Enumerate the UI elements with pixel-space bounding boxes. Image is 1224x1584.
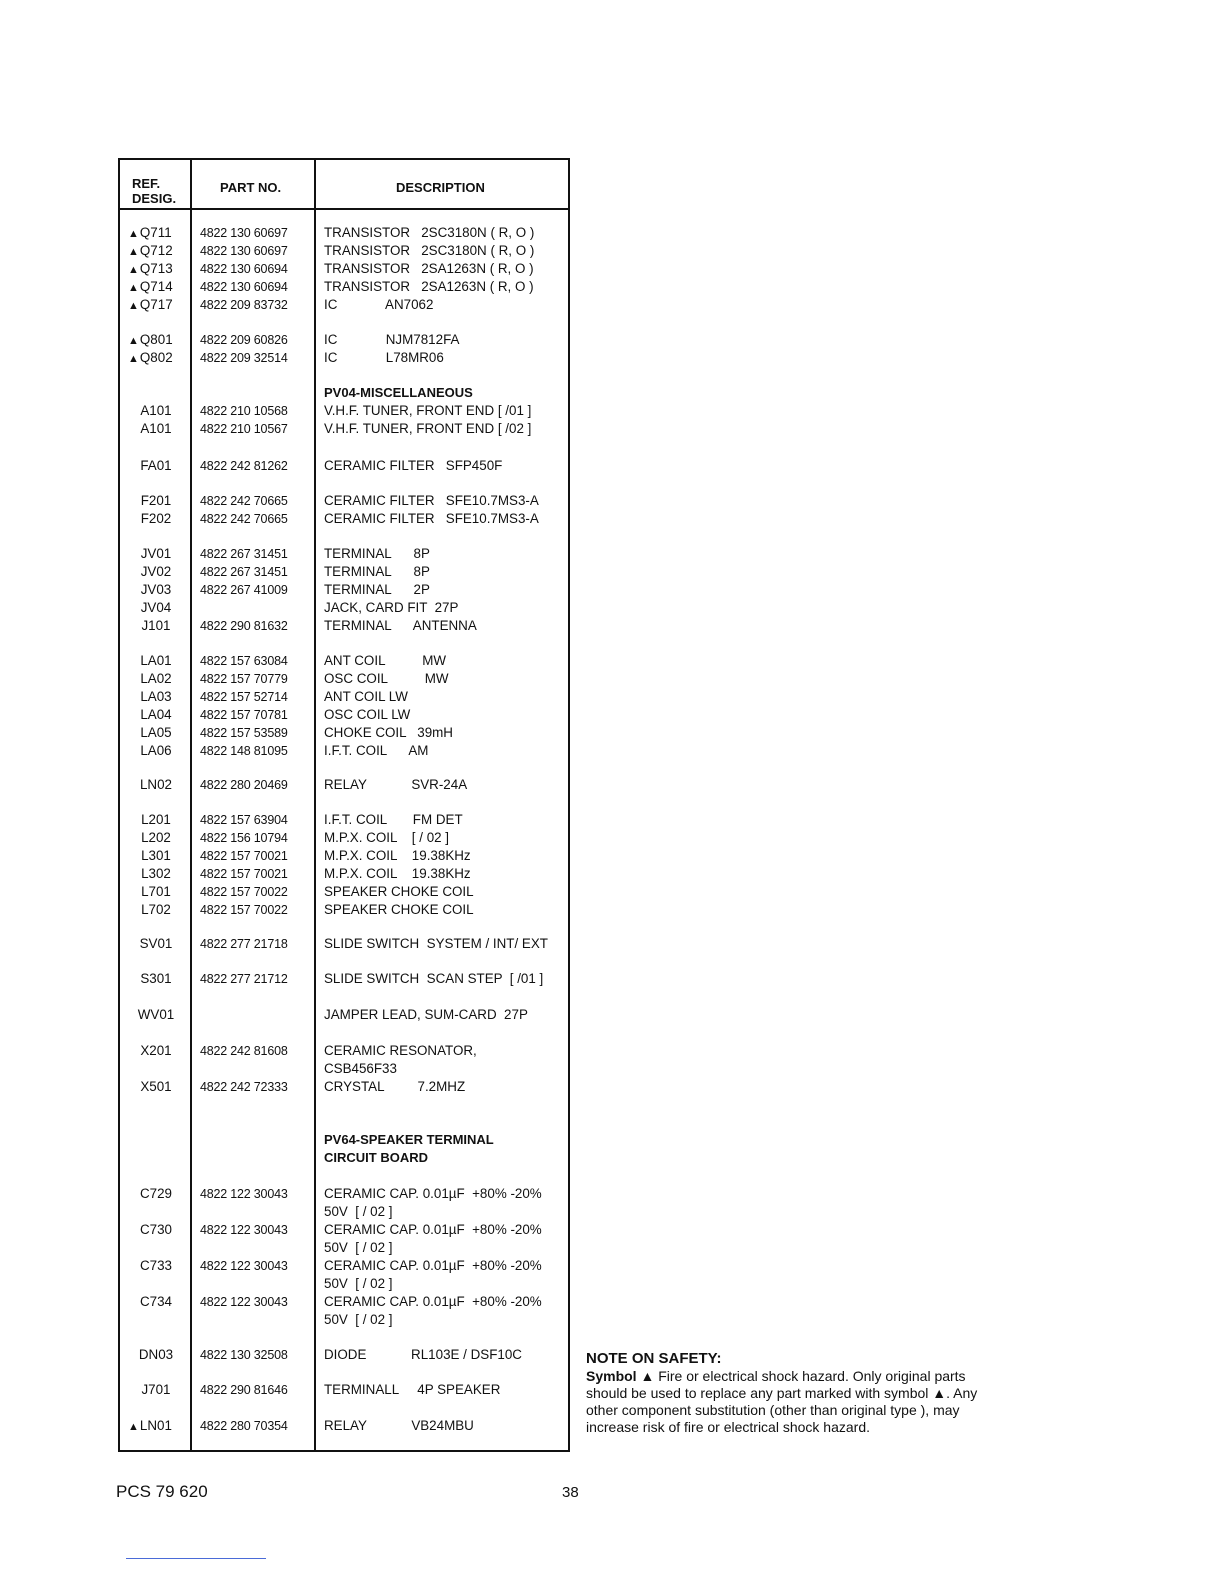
- table-row: [120, 1131, 568, 1149]
- ref-text: J101: [141, 618, 171, 633]
- ref-desig: [126, 970, 186, 988]
- description: CHOKE COIL 39mH: [324, 725, 453, 740]
- part-number: 4822 210 10567: [200, 422, 288, 436]
- part-number: 4822 157 70022: [200, 885, 288, 899]
- table-row: [120, 688, 568, 706]
- section-heading: PV04-MISCELLANEOUS: [324, 385, 473, 400]
- description: TERMINAL 2P: [324, 582, 430, 597]
- ref-desig: [126, 617, 186, 635]
- table-row: [120, 883, 568, 901]
- ref-desig: [126, 599, 186, 617]
- table-row: [120, 1060, 568, 1078]
- ref-text: X201: [140, 1043, 172, 1058]
- description: V.H.F. TUNER, FRONT END [ /01 ]: [324, 403, 532, 418]
- ref-desig: [126, 1346, 186, 1364]
- ref-text: LA02: [140, 671, 172, 686]
- table-row: [120, 1381, 568, 1399]
- warning-triangle-icon: ▲: [640, 1368, 655, 1384]
- ref-text: L302: [141, 866, 171, 881]
- ref-text: LA05: [140, 725, 172, 740]
- description: TERMINALL 4P SPEAKER: [324, 1382, 501, 1397]
- table-row: [120, 1311, 568, 1329]
- table-row: [120, 776, 568, 794]
- description: OSC COIL MW: [324, 671, 449, 686]
- part-number: 4822 209 83732: [200, 298, 288, 312]
- ref-desig: [126, 776, 186, 794]
- description: IC L78MR06: [324, 350, 444, 365]
- ref-text: F201: [140, 493, 172, 508]
- part-number: 4822 209 32514: [200, 351, 288, 365]
- table-row: [120, 1417, 568, 1435]
- ref-text: JV01: [140, 546, 172, 561]
- ref-desig: [126, 724, 186, 742]
- warning-triangle-icon: ▲: [128, 264, 139, 276]
- part-number: 4822 157 70779: [200, 672, 288, 686]
- ref-text: L301: [141, 848, 171, 863]
- description: TERMINAL 8P: [324, 564, 430, 579]
- description: V.H.F. TUNER, FRONT END [ /02 ]: [324, 421, 532, 436]
- description: CERAMIC CAP. 0.01µF +80% -20%: [324, 1186, 542, 1201]
- description: SLIDE SWITCH SCAN STEP [ /01 ]: [324, 971, 544, 986]
- part-number: 4822 157 63084: [200, 654, 288, 668]
- description: DIODE RL103E / DSF10C: [324, 1347, 522, 1362]
- table-row: [120, 242, 568, 260]
- table-row: [120, 384, 568, 402]
- table-row: [120, 742, 568, 760]
- part-number: 4822 280 70354: [200, 1419, 288, 1433]
- ref-desig: [126, 829, 186, 847]
- table-row: [120, 402, 568, 420]
- ref-text: L701: [141, 884, 171, 899]
- part-number: 4822 122 30043: [200, 1295, 288, 1309]
- description: CERAMIC FILTER SFE10.7MS3-A: [324, 511, 539, 526]
- table-row: [120, 331, 568, 349]
- description: CERAMIC CAP. 0.01µF +80% -20%: [324, 1258, 542, 1273]
- table-row: [120, 260, 568, 278]
- description: I.F.T. COIL AM: [324, 743, 429, 758]
- table-row: [120, 847, 568, 865]
- table-row: [120, 652, 568, 670]
- ref-desig: [126, 545, 186, 563]
- description: IC AN7062: [324, 297, 434, 312]
- ref-desig: [126, 1221, 186, 1239]
- part-number: 4822 148 81095: [200, 744, 288, 758]
- part-number: 4822 267 31451: [200, 547, 288, 561]
- table-row: [120, 617, 568, 635]
- part-number: 4822 277 21712: [200, 972, 288, 986]
- note-symbol-label: Symbol: [586, 1368, 637, 1384]
- header-part: PART NO.: [220, 180, 282, 195]
- ref-text: JV02: [140, 564, 172, 579]
- table-row: [120, 1203, 568, 1221]
- description: CERAMIC FILTER SFP450F: [324, 458, 503, 473]
- ref-text: FA01: [140, 458, 172, 473]
- description: SLIDE SWITCH SYSTEM / INT/ EXT: [324, 936, 548, 951]
- ref-text: Q712: [139, 243, 173, 258]
- table-row: [120, 865, 568, 883]
- part-number: 4822 157 70021: [200, 849, 288, 863]
- ref-desig: [128, 224, 188, 243]
- description: 50V [ / 02 ]: [324, 1276, 393, 1291]
- ref-text: J701: [141, 1382, 171, 1397]
- part-number: 4822 130 60697: [200, 226, 288, 240]
- part-number: 4822 157 63904: [200, 813, 288, 827]
- part-number: 4822 130 32508: [200, 1348, 288, 1362]
- part-number: 4822 280 20469: [200, 778, 288, 792]
- part-number: 4822 157 70781: [200, 708, 288, 722]
- table-row: [120, 1346, 568, 1364]
- model-number: PCS 79 620: [116, 1482, 208, 1501]
- table-row: [120, 1185, 568, 1203]
- ref-desig: [126, 688, 186, 706]
- header-ref: REF. DESIG.: [132, 176, 177, 206]
- description: TRANSISTOR 2SC3180N ( R, O ): [324, 225, 535, 240]
- table-row: [120, 724, 568, 742]
- ref-desig: [126, 847, 186, 865]
- ref-text: L201: [141, 812, 171, 827]
- description: JACK, CARD FIT 27P: [324, 600, 459, 615]
- ref-text: A101: [140, 403, 172, 418]
- table-row: [120, 1006, 568, 1024]
- ref-desig: [126, 1257, 186, 1275]
- ref-desig: [126, 581, 186, 599]
- description: IC NJM7812FA: [324, 332, 460, 347]
- ref-desig: [126, 563, 186, 581]
- warning-triangle-icon: ▲: [128, 282, 139, 294]
- part-number: 4822 130 60697: [200, 244, 288, 258]
- note-text-1: Fire or electrical shock hazard. Only original parts should be used to replace any part marked with symbol: [586, 1368, 966, 1401]
- part-number: 4822 157 52714: [200, 690, 288, 704]
- ref-text: Q801: [139, 332, 173, 347]
- warning-triangle-icon: ▲: [128, 1421, 139, 1433]
- part-number: 4822 210 10568: [200, 404, 288, 418]
- description: TRANSISTOR 2SA1263N ( R, O ): [324, 261, 534, 276]
- warning-triangle-icon: ▲: [128, 335, 139, 347]
- ref-desig: [126, 811, 186, 829]
- part-number: 4822 157 70022: [200, 903, 288, 917]
- ref-desig: [126, 652, 186, 670]
- ref-text: LN02: [139, 777, 172, 792]
- description: OSC COIL LW: [324, 707, 411, 722]
- ref-text: Q717: [139, 297, 173, 312]
- description: I.F.T. COIL FM DET: [324, 812, 463, 827]
- description: ANT COIL LW: [324, 689, 408, 704]
- ref-desig: [128, 296, 188, 315]
- note-text-2: . Any other component substitution (other than original type ), may increase risk of fire or electrical shock hazard.: [586, 1385, 978, 1435]
- ref-text: LN01: [139, 1418, 172, 1433]
- part-number: 4822 130 60694: [200, 280, 288, 294]
- ref-text: WV01: [137, 1007, 175, 1022]
- ref-desig: [126, 1293, 186, 1311]
- table-row: [120, 1221, 568, 1239]
- table-row: [120, 224, 568, 242]
- safety-note: [586, 1350, 1006, 1436]
- ref-desig: [126, 901, 186, 919]
- table-row: [120, 1078, 568, 1096]
- table-row: [120, 829, 568, 847]
- ref-desig: [126, 1042, 186, 1060]
- warning-triangle-icon: ▲: [128, 246, 139, 258]
- description: TRANSISTOR 2SC3180N ( R, O ): [324, 243, 535, 258]
- part-number: 4822 267 41009: [200, 583, 288, 597]
- description: CERAMIC CAP. 0.01µF +80% -20%: [324, 1222, 542, 1237]
- ref-desig: [126, 742, 186, 760]
- part-number: 4822 290 81632: [200, 619, 288, 633]
- table-row: [120, 278, 568, 296]
- ref-desig: [126, 457, 186, 475]
- table-row: [120, 545, 568, 563]
- ref-text: L702: [141, 902, 171, 917]
- ref-text: LA01: [140, 653, 172, 668]
- description: CERAMIC FILTER SFE10.7MS3-A: [324, 493, 539, 508]
- table-row: [120, 296, 568, 314]
- note-title: NOTE ON SAFETY:: [586, 1350, 722, 1367]
- ref-desig: [126, 510, 186, 528]
- ref-desig: [126, 1185, 186, 1203]
- ref-text: L202: [141, 830, 171, 845]
- part-number: 4822 277 21718: [200, 937, 288, 951]
- description: TERMINAL 8P: [324, 546, 430, 561]
- description: 50V [ / 02 ]: [324, 1312, 393, 1327]
- description: SPEAKER CHOKE COIL: [324, 884, 474, 899]
- table-row: [120, 970, 568, 988]
- part-number: 4822 242 72333: [200, 1080, 288, 1094]
- ref-text: S301: [140, 971, 172, 986]
- ref-desig: [126, 1381, 186, 1399]
- part-number: 4822 242 70665: [200, 512, 288, 526]
- ref-text: C734: [139, 1294, 172, 1309]
- warning-triangle-icon: ▲: [128, 300, 139, 312]
- part-number: 4822 130 60694: [200, 262, 288, 276]
- ref-text: C729: [139, 1186, 172, 1201]
- table-row: [120, 1042, 568, 1060]
- ref-text: Q714: [139, 279, 173, 294]
- ref-desig: [126, 883, 186, 901]
- table-row: [120, 581, 568, 599]
- table-row: [120, 1149, 568, 1167]
- table-row: [120, 1257, 568, 1275]
- ref-desig: [126, 706, 186, 724]
- ref-text: F202: [140, 511, 172, 526]
- description: CSB456F33: [324, 1061, 397, 1076]
- header-description: DESCRIPTION: [396, 180, 485, 195]
- description: SPEAKER CHOKE COIL: [324, 902, 474, 917]
- part-number: 4822 290 81646: [200, 1383, 288, 1397]
- ref-desig: [128, 1417, 188, 1436]
- part-number: 4822 156 10794: [200, 831, 288, 845]
- ref-text: LA04: [140, 707, 172, 722]
- ref-text: Q711: [139, 225, 172, 240]
- description: 50V [ / 02 ]: [324, 1204, 393, 1219]
- table-row: [120, 811, 568, 829]
- ref-text: SV01: [139, 936, 173, 951]
- ref-desig: [128, 349, 188, 368]
- ref-desig: [126, 670, 186, 688]
- description: CERAMIC RESONATOR,: [324, 1043, 477, 1058]
- page-number: 38: [562, 1484, 579, 1501]
- ref-text: A101: [140, 421, 172, 436]
- part-number: 4822 122 30043: [200, 1187, 288, 1201]
- ref-desig: [126, 865, 186, 883]
- part-number: 4822 122 30043: [200, 1223, 288, 1237]
- table-row: [120, 563, 568, 581]
- description: M.P.X. COIL 19.38KHz: [324, 848, 471, 863]
- description: RELAY SVR-24A: [324, 777, 468, 792]
- ref-desig: [128, 242, 188, 261]
- table-row: [120, 420, 568, 438]
- ref-text: Q713: [139, 261, 173, 276]
- description: TERMINAL ANTENNA: [324, 618, 477, 633]
- ref-text: JV04: [140, 600, 172, 615]
- part-number: 4822 242 81608: [200, 1044, 288, 1058]
- table-row: [120, 1293, 568, 1311]
- ref-desig: [126, 420, 186, 438]
- header-divider: [120, 208, 568, 210]
- ref-desig: [126, 1078, 186, 1096]
- section-heading: CIRCUIT BOARD: [324, 1150, 428, 1165]
- description: CERAMIC CAP. 0.01µF +80% -20%: [324, 1294, 542, 1309]
- warning-triangle-icon: ▲: [932, 1385, 947, 1401]
- part-number: 4822 209 60826: [200, 333, 288, 347]
- ref-text: C730: [139, 1222, 172, 1237]
- part-number: 4822 122 30043: [200, 1259, 288, 1273]
- decorative-line: [126, 1558, 266, 1559]
- ref-desig: [126, 1006, 186, 1024]
- ref-text: DN03: [138, 1347, 174, 1362]
- parts-table: [118, 158, 570, 1452]
- ref-text: JV03: [140, 582, 172, 597]
- table-row: [120, 457, 568, 475]
- table-row: [120, 935, 568, 953]
- table-row: [120, 510, 568, 528]
- table-row: [120, 599, 568, 617]
- ref-desig: [128, 260, 188, 279]
- description: TRANSISTOR 2SA1263N ( R, O ): [324, 279, 534, 294]
- ref-desig: [128, 331, 188, 350]
- ref-desig: [126, 935, 186, 953]
- warning-triangle-icon: ▲: [128, 353, 139, 365]
- part-number: 4822 242 70665: [200, 494, 288, 508]
- ref-text: Q802: [139, 350, 173, 365]
- description: ANT COIL MW: [324, 653, 447, 668]
- ref-desig: [126, 492, 186, 510]
- description: 50V [ / 02 ]: [324, 1240, 393, 1255]
- ref-text: LA03: [140, 689, 172, 704]
- part-number: 4822 242 81262: [200, 459, 288, 473]
- part-number: 4822 157 70021: [200, 867, 288, 881]
- description: M.P.X. COIL 19.38KHz: [324, 866, 471, 881]
- table-row: [120, 349, 568, 367]
- table-row: [120, 901, 568, 919]
- table-row: [120, 670, 568, 688]
- ref-desig: [126, 402, 186, 420]
- warning-triangle-icon: ▲: [128, 228, 139, 240]
- section-heading: PV64-SPEAKER TERMINAL: [324, 1132, 494, 1147]
- ref-desig: [128, 278, 188, 297]
- table-row: [120, 706, 568, 724]
- description: M.P.X. COIL [ / 02 ]: [324, 830, 450, 845]
- description: RELAY VB24MBU: [324, 1418, 474, 1433]
- ref-text: C733: [139, 1258, 172, 1273]
- table-row: [120, 1275, 568, 1293]
- table-row: [120, 492, 568, 510]
- description: JAMPER LEAD, SUM-CARD 27P: [324, 1007, 528, 1022]
- part-number: 4822 157 53589: [200, 726, 288, 740]
- description: CRYSTAL 7.2MHZ: [324, 1079, 466, 1094]
- part-number: 4822 267 31451: [200, 565, 288, 579]
- ref-text: X501: [140, 1079, 172, 1094]
- note-body: [586, 1368, 1006, 1436]
- ref-text: LA06: [140, 743, 172, 758]
- table-row: [120, 1239, 568, 1257]
